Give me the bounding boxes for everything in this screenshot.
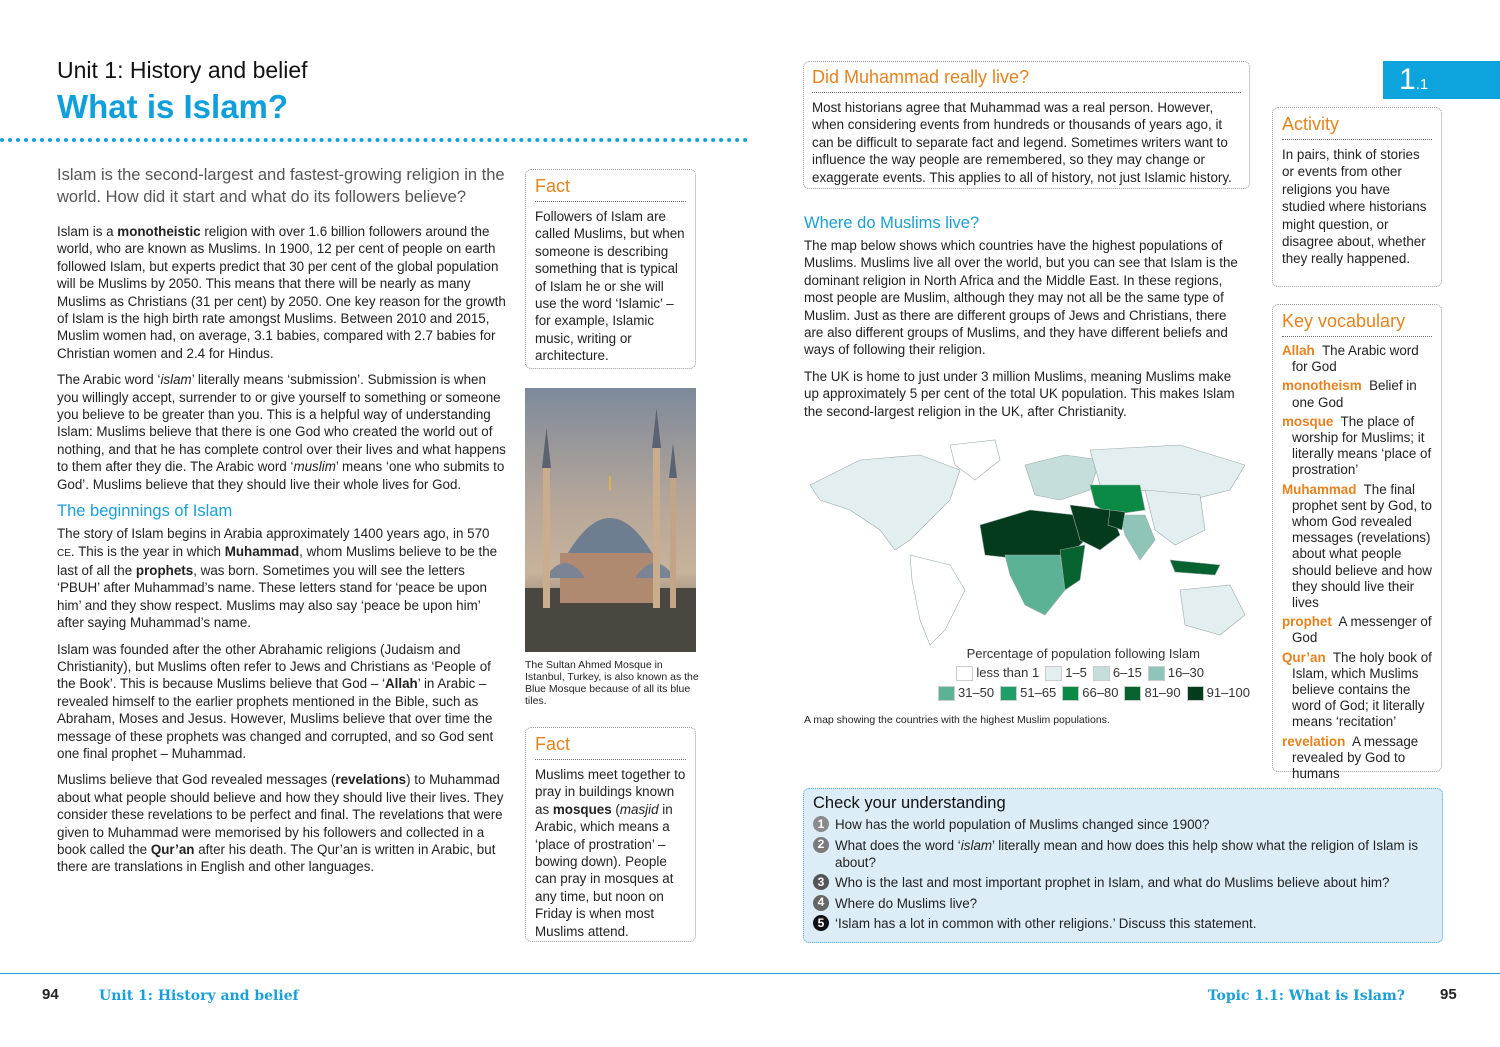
australia bbox=[1180, 585, 1245, 635]
box-title: Did Muhammad really live? bbox=[812, 67, 1241, 93]
vocab-definition: The holy book of Islam, which Muslims believe contains the word of God; it literally means ‘recitation’ bbox=[1292, 649, 1432, 730]
muhammad-box bbox=[803, 61, 1250, 189]
text-segment: Islam is a bbox=[57, 224, 118, 239]
vocab-definition: The place of worship for Muslims; it literally means ‘place of prostration’ bbox=[1292, 413, 1432, 478]
page-title: What is Islam? bbox=[57, 88, 289, 125]
text-segment: Who is the last and most important prophet in Islam, and what do Muslims believe about him? bbox=[835, 875, 1390, 891]
badge-main: 1 bbox=[1399, 63, 1416, 96]
legend-item bbox=[938, 685, 994, 701]
question-text bbox=[835, 895, 977, 912]
question bbox=[813, 895, 1433, 912]
legend-item bbox=[1124, 685, 1180, 701]
question-text bbox=[835, 816, 1209, 833]
text-segment: What does the word ‘ bbox=[835, 837, 961, 853]
key-term: prophets bbox=[135, 562, 194, 578]
text-segment: islam bbox=[160, 372, 192, 388]
activity-title: Activity bbox=[1282, 114, 1432, 140]
text-segment: ( bbox=[611, 801, 620, 817]
question-text bbox=[835, 837, 1433, 871]
legend-swatch bbox=[1045, 666, 1062, 681]
text-segment: , was born. Sometimes you will see the letters ‘PBUH’ after Muhammad’s name. These letters stand for ‘peace be upon him’ and they show respect. Muslims may also say ‘peace be upon him’ after saying Muhammad’s name. bbox=[57, 562, 487, 631]
text-segment: muslim bbox=[293, 459, 336, 475]
mosque-photo bbox=[525, 388, 696, 652]
text-segment: Muslims believe that God revealed messages ( bbox=[57, 772, 336, 788]
unit-heading: Unit 1: History and belief bbox=[57, 57, 308, 83]
question-text bbox=[835, 874, 1390, 891]
paragraph: The map below shows which countries have the highest populations of Muslims. Muslims live all over the world, but you can see that Islam is the dominant religion in North Africa and the Middle East. In these regions, most people are Muslim, although they may not all be the same type of Muslim. Just as there are different groups of Jews and Christians, there are also different groups of Muslims, and they have different beliefs and ways of following their religion. bbox=[804, 238, 1238, 358]
legend-item bbox=[1062, 685, 1118, 701]
question bbox=[813, 816, 1433, 833]
vocab-item bbox=[1282, 650, 1432, 731]
legend-swatch bbox=[1148, 666, 1165, 681]
fact-title: Fact bbox=[535, 176, 686, 202]
vocab-definition: A messenger of God bbox=[1292, 614, 1432, 646]
legend-swatch bbox=[938, 686, 955, 701]
text-segment: ‘Islam has a lot in common with other religions.’ Discuss this statement. bbox=[835, 916, 1257, 932]
legend-label: 16–30 bbox=[1167, 665, 1204, 680]
paragraph bbox=[57, 525, 509, 631]
vocab-item bbox=[1282, 614, 1432, 646]
key-term: Muhammad bbox=[224, 543, 300, 559]
question bbox=[813, 874, 1433, 891]
europe bbox=[1025, 455, 1100, 500]
south-america bbox=[910, 555, 965, 645]
legend-label: 66–80 bbox=[1082, 685, 1119, 701]
vocab-term: monotheism bbox=[1282, 378, 1362, 394]
where-section bbox=[804, 210, 1247, 429]
question-number-icon: 1 bbox=[813, 816, 829, 832]
legend-swatch bbox=[1124, 686, 1141, 701]
paragraph bbox=[57, 641, 509, 763]
section-heading: Where do Muslims live? bbox=[804, 214, 980, 232]
paragraph bbox=[57, 371, 509, 493]
text-segment: . This is the year in which bbox=[70, 543, 225, 559]
fact-box bbox=[525, 169, 696, 369]
question-text bbox=[835, 915, 1256, 932]
key-term: monotheistic bbox=[117, 224, 201, 239]
text-segment: islam bbox=[960, 837, 993, 853]
vocab-term: prophet bbox=[1282, 614, 1332, 630]
legend-label: 91–100 bbox=[1206, 685, 1250, 701]
north-america bbox=[810, 455, 960, 550]
legend-item bbox=[1045, 665, 1087, 681]
vocab-title: Key vocabulary bbox=[1282, 311, 1432, 337]
paragraph bbox=[57, 771, 509, 875]
world-map bbox=[800, 430, 1260, 650]
legend-label: 51–65 bbox=[1020, 685, 1057, 701]
text-segment: masjid bbox=[619, 801, 659, 817]
legend-swatch bbox=[1187, 686, 1204, 701]
text-segment: , whom Muslims believe to be the last of all the bbox=[57, 543, 498, 578]
legend-swatch bbox=[1062, 686, 1079, 701]
paragraph: The UK is home to just under 3 million Muslims, meaning Muslims make up approximately 5 per cent of the total UK population. This makes Islam the second-largest religion in the UK, after Christianity. bbox=[804, 368, 1235, 419]
vocab-definition: The final prophet sent by God, to whom God revealed messages (revelations) about what people should believe and how they should live their lives bbox=[1292, 481, 1432, 611]
main-column bbox=[57, 223, 509, 885]
page-number-right: 95 bbox=[1440, 986, 1457, 1003]
activity-box bbox=[1272, 107, 1442, 287]
central-africa bbox=[1005, 555, 1065, 615]
text-segment: Where do Muslims live? bbox=[835, 895, 978, 911]
text-segment: religion with over 1.6 billion followers around the world, who are known as Muslims. In 1900, 12 per cent of people on earth followed Islam, but experts predict that 30 per cent of the global population will be Muslims by 2050. This means that there will be nearly as many Muslims as Christians (31 per cent) by 2050. One key reason for the growth of Islam is the high birth rate amongst Muslims. Between 2010 and 2015, Muslim women had, on average, 3.1 babies, compared with 2.7 babies for Christian women and 2.4 for Hindus. bbox=[57, 224, 506, 361]
topic-badge bbox=[1383, 61, 1500, 99]
vocab-term: Muhammad bbox=[1282, 481, 1357, 497]
vocab-item bbox=[1282, 734, 1432, 783]
question-number-icon: 4 bbox=[813, 895, 829, 911]
text-segment: in Arabic, which means a ‘place of prostration’ – bowing down). People can pray in mosques at any time, but noon on Friday is when most Muslims attend. bbox=[535, 801, 674, 939]
footer-topic: Topic 1.1: What is Islam? bbox=[1207, 988, 1405, 1004]
check-understanding-box bbox=[803, 788, 1443, 943]
key-term: Allah bbox=[385, 676, 418, 692]
section-heading: The beginnings of Islam bbox=[57, 502, 233, 521]
vocab-definition: A message revealed by God to humans bbox=[1292, 733, 1419, 782]
page-number-left: 94 bbox=[42, 986, 59, 1003]
text-segment: The story of Islam begins in Arabia approximately 1400 years ago, in 570 bbox=[57, 526, 490, 542]
legend-label: 1–5 bbox=[1065, 665, 1087, 680]
fact-text: Followers of Islam are called Muslims, but when someone is describing something that is typical of Islam he or she will use the word ‘Islamic’ – for example, Islamic music, writing or architecture. bbox=[535, 209, 685, 364]
map-legend bbox=[800, 646, 1260, 701]
text-segment: ’ literally mean and how does this help show what the religion of Islam is about? bbox=[835, 837, 1419, 870]
key-term: revelations bbox=[335, 772, 407, 788]
vocab-term: Allah bbox=[1282, 343, 1315, 358]
legend-title: Percentage of population following Islam bbox=[966, 646, 1200, 661]
vocab-definition: The Arabic word for God bbox=[1292, 343, 1419, 375]
vocab-definition: Belief in one God bbox=[1292, 378, 1417, 410]
legend-label: less than 1 bbox=[976, 665, 1040, 680]
vocab-item bbox=[1282, 414, 1432, 479]
legend-swatch bbox=[956, 666, 973, 681]
vocab-item bbox=[1282, 343, 1432, 375]
legend-item bbox=[1148, 665, 1204, 681]
vocab-item bbox=[1282, 482, 1432, 612]
fact-title: Fact bbox=[535, 734, 686, 760]
check-title: Check your understanding bbox=[813, 794, 1006, 812]
legend-item bbox=[1187, 685, 1250, 701]
legend-item bbox=[1093, 665, 1142, 681]
text-segment: The Arabic word ‘ bbox=[57, 372, 161, 388]
question-number-icon: 2 bbox=[813, 837, 829, 853]
question bbox=[813, 837, 1433, 871]
question-number-icon: 3 bbox=[813, 874, 829, 890]
text-segment: Muslims meet together to pray in buildings known as bbox=[535, 767, 686, 817]
vocab-term: revelation bbox=[1282, 733, 1346, 749]
text-segment: How has the world population of Muslims changed since 1900? bbox=[835, 817, 1210, 832]
intro-text: Islam is the second-largest and fastest-growing religion in the world. How did it start and what do its followers believe? bbox=[57, 166, 505, 206]
fact-text bbox=[535, 766, 686, 940]
photo-caption: The Sultan Ahmed Mosque in Istanbul, Turkey, is also known as the Blue Mosque because of all its blue tiles. bbox=[525, 659, 699, 707]
indonesia bbox=[1170, 560, 1220, 575]
box-text: Most historians agree that Muhammad was a real person. However, when considering events from hundreds or thousands of years ago, it can be difficult to separate fact and legend. Sometimes writers want to influence the way people are remembered, so they may change or exaggerate events. This applies to all of history, not just Islamic history. bbox=[812, 100, 1232, 185]
vocab-item bbox=[1282, 378, 1432, 410]
question-number-icon: 5 bbox=[813, 915, 829, 931]
text-segment: ’ literally means ‘submission’. Submission is when you willingly accept, surrender to or give yourself to something or someone you believe to be greater than you. This is a helpful way of understanding Islam: Muslims believe that there is one God who created the world out of nothing, and that he has complete control over their lives and what happens to them after they die. The Arabic word ‘ bbox=[57, 372, 506, 475]
text-segment: CE bbox=[57, 547, 71, 559]
legend-item bbox=[1000, 685, 1056, 701]
map-caption: A map showing the countries with the highest Muslim populations. bbox=[804, 714, 1110, 726]
key-vocabulary-box bbox=[1272, 304, 1442, 782]
activity-text: In pairs, think of stories or events from other religions you have studied where historians might question, or disagree about, whether they really happened. bbox=[1282, 147, 1427, 267]
footer-divider bbox=[0, 973, 1500, 974]
legend-item bbox=[956, 665, 1039, 681]
badge-sub: .1 bbox=[1415, 76, 1429, 93]
south-asia bbox=[1120, 515, 1155, 560]
paragraph bbox=[57, 223, 509, 362]
text-segment: ’ in Arabic – revealed himself to the earlier prophets mentioned in the Bible, such as Abraham, Moses and Jesus. However, Muslims believe that over time the message of these prophets was changed and corrupted, and so God sent one final prophet – Muhammad. bbox=[57, 676, 494, 761]
question bbox=[813, 915, 1433, 932]
text-segment: ) to Muhammad about what people should believe and how they should live their lives. They consider these revelations to be perfect and final. The revelations that were given to Muhammad were memorised by his followers and collected in a book called the bbox=[57, 772, 504, 857]
divider bbox=[0, 138, 748, 142]
vocab-term: mosque bbox=[1282, 413, 1334, 429]
legend-label: 6–15 bbox=[1112, 665, 1142, 680]
text-segment: ’ means ‘one who submits to God’. Muslims believe that they should live their whole lives for God. bbox=[57, 459, 505, 492]
text-segment: after his death. The Qur’an is written in Arabic, but there are translations in English and other languages. bbox=[57, 842, 496, 875]
footer-unit: Unit 1: History and belief bbox=[99, 988, 299, 1004]
text-segment: Islam was founded after the other Abrahamic religions (Judaism and Christianity), but Muslims often refer to Jews and Christians as ‘People of the Book’. This is because Muslims believe that God – ‘ bbox=[57, 641, 491, 692]
fact-box bbox=[525, 727, 696, 942]
key-term: mosques bbox=[552, 801, 612, 817]
legend-swatch bbox=[1093, 666, 1110, 681]
legend-label: 81–90 bbox=[1144, 685, 1181, 701]
key-term: Qur’an bbox=[150, 842, 195, 857]
vocab-term: Qur’an bbox=[1282, 649, 1326, 665]
legend-label: 31–50 bbox=[957, 685, 995, 701]
legend-swatch bbox=[1000, 686, 1017, 701]
